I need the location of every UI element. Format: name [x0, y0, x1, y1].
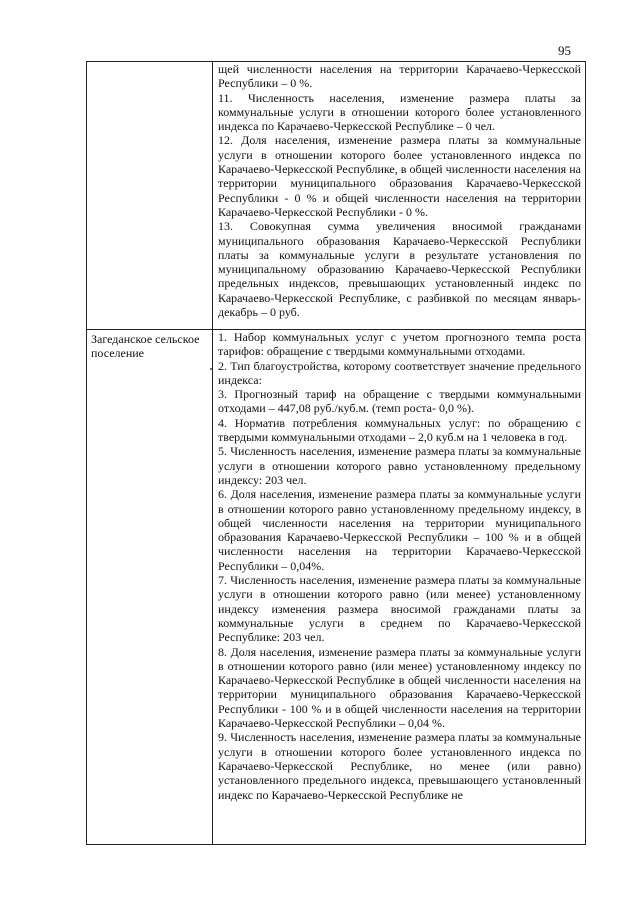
settlement-name: Загеданское сельское поселение: [91, 332, 200, 360]
indicator-paragraph: 2. Тип благоустройства, которому соответствует значение предельного индекса:: [218, 358, 581, 387]
indicator-paragraph: 6. Доля населения, изменение размера платы за коммунальные услуги в отношении которого равно установленному предельному индексу, в общей численности населения на территории муниципального образования Карачаево-Черкесской Республики – 100 % и в общей численности населения на территории Карачаево-Черкесской Республики – 0,04%.: [218, 487, 581, 573]
indicator-paragraph: 11. Численность населения, изменение размера платы за коммунальные услуги в отношении которого более установленного индекса по Карачаево-Черкесской Республике – 0 чел.: [218, 90, 581, 134]
table-row: [87, 330, 586, 845]
indicator-paragraph: 13. Совокупная сумма увеличения вносимой гражданами муниципального образования Карачаево-Черкесской Республики платы за коммунальные услуги в результате установления по муниципальному образованию Карачаево-Черкесской Республики предельных индексов, превышающих установленный индекс по Карачаево-Черкесской Республике, с разбивкой по месяцам январь-декабрь – 0 руб.: [218, 219, 581, 320]
indicator-paragraph: 3. Прогнозный тариф на обращение с твердыми коммунальными отходами – 447,08 руб./куб.м. (темп роста- 0,0 %).: [218, 387, 581, 416]
indicator-paragraph: 5. Численность населения, изменение размера платы за коммунальные услуги в отношении которого равно установленному предельному индексу: 203 чел.: [218, 444, 581, 487]
indicator-paragraph: щей численности населения на территории Карачаево-Черкесской Республики – 0 %.: [218, 62, 581, 91]
indicators-cell: [213, 330, 586, 845]
indicator-paragraph: 12. Доля населения, изменение размера платы за коммунальные услуги в отношении которого более установленного индекса по Карачаево-Черкесской Республике, в общей численности населения на территории муниципального образования Карачаево-Черкесской Республики - 0 % и общей численности населения на территории Карачаево-Черкесской Республики - 0 %.: [218, 133, 581, 219]
indicator-paragraph: 7. Численность населения, изменение размера платы за коммунальные услуги в отношении которого равно (или менее) установленному индексу изменения размера вносимой гражданами платы за коммунальные услуги в среднем по Карачаево-Черкесской Республике: 203 чел.: [218, 573, 581, 645]
indicator-paragraph: 8. Доля населения, изменение размера платы за коммунальные услуги в отношении которого равно (или менее) установленному индексу по Карачаево-Черкесской Республике в общей численности населения на территории муниципального образования Карачаево-Черкесской Республики - 100 % и в общей численности населения на территории Карачаево-Черкесской Республики – 0,04 %.: [218, 644, 581, 731]
settlement-cell: [87, 330, 213, 845]
table-row: [87, 62, 586, 330]
scan-speck: [210, 368, 212, 370]
page-number: 95: [558, 43, 571, 58]
indicator-paragraph: 1. Набор коммунальных услуг с учетом прогнозного темпа роста тарифов: обращение с твердыми коммунальными отходами.: [218, 330, 581, 359]
indicators-cell: [213, 62, 586, 330]
settlement-cell: [87, 62, 213, 330]
indicator-table: [86, 61, 586, 845]
indicator-paragraph: 4. Норматив потребления коммунальных услуг: по обращению с твердыми коммунальными отходами – 2,0 куб.м на 1 человека в год.: [218, 415, 581, 445]
indicator-paragraph: 9. Численность населения, изменение размера платы за коммунальные услуги в отношении которого более установленного индекса по Карачаево-Черкесской Республике, но менее (или равно) установленного предельного индекса, превышающего установленный индекс по Карачаево-Черкесской Республике не: [218, 730, 581, 802]
